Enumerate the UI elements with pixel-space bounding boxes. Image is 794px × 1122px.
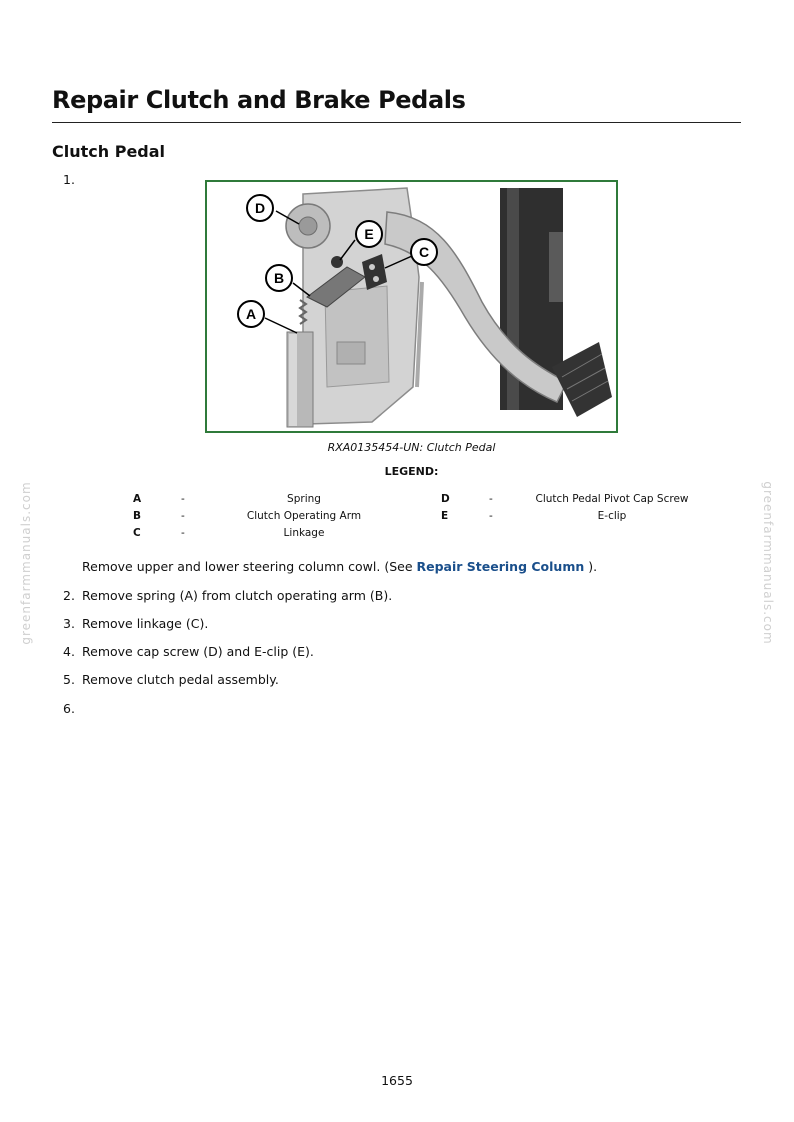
repair-steering-column-link[interactable]: Repair Steering Column (416, 559, 585, 574)
legend-label-clutch-operating-arm: Clutch Operating Arm (246, 510, 362, 522)
figure-caption: RXA0135454-UN: Clutch Pedal (327, 441, 496, 454)
step-5-text: Remove clutch pedal assembly. (82, 672, 279, 687)
legend-label-e-clip: E-clip (597, 510, 627, 522)
legend-dash: - (181, 527, 185, 539)
legend-key-d: D (441, 493, 450, 505)
legend-label-pivot-cap-screw: Clutch Pedal Pivot Cap Screw (535, 493, 689, 505)
step-3-text: Remove linkage (C). (82, 616, 209, 631)
step-1-text: Remove upper and lower steering column cowl. (See Repair Steering Column ). (82, 559, 598, 574)
legend-key-a: A (133, 493, 142, 505)
legend-dash: - (181, 493, 185, 505)
legend-key-c: C (133, 527, 141, 539)
section-title: Clutch Pedal (52, 142, 166, 161)
step-number: 2. (63, 588, 75, 603)
callout-d (247, 195, 299, 224)
legend-dash: - (181, 510, 185, 522)
svg-text:E: E (364, 226, 374, 242)
step-4-text: Remove cap screw (D) and E-clip (E). (82, 644, 314, 659)
legend-key-b: B (133, 510, 142, 522)
step-2-text: Remove spring (A) from clutch operating arm (B). (82, 588, 393, 603)
svg-text:B: B (273, 270, 285, 286)
step-number: 4. (63, 644, 75, 659)
page-title: Repair Clutch and Brake Pedals (52, 86, 466, 114)
legend-label-spring: Spring (287, 493, 321, 505)
step-number: 6. (63, 701, 75, 716)
watermark-left: greenfarmmanuals.com (19, 481, 33, 645)
step-number: 3. (63, 616, 75, 631)
svg-text:A: A (245, 306, 257, 322)
legend-title: LEGEND: (384, 465, 439, 478)
page-number: 1655 (381, 1073, 413, 1088)
svg-text:C: C (418, 244, 430, 260)
watermark-right: greenfarmmanuals.com (761, 481, 775, 645)
callout-a (238, 301, 297, 333)
clutch-pedal-figure (205, 180, 618, 433)
step-number: 1. (63, 172, 75, 187)
title-rule (52, 122, 741, 123)
clutch-pedal-illustration (207, 182, 616, 431)
legend-key-e: E (441, 510, 449, 522)
legend-dash: - (489, 493, 493, 505)
svg-text:D: D (254, 200, 266, 216)
legend-dash: - (489, 510, 493, 522)
step-number: 5. (63, 672, 75, 687)
legend-label-linkage: Linkage (283, 527, 325, 539)
